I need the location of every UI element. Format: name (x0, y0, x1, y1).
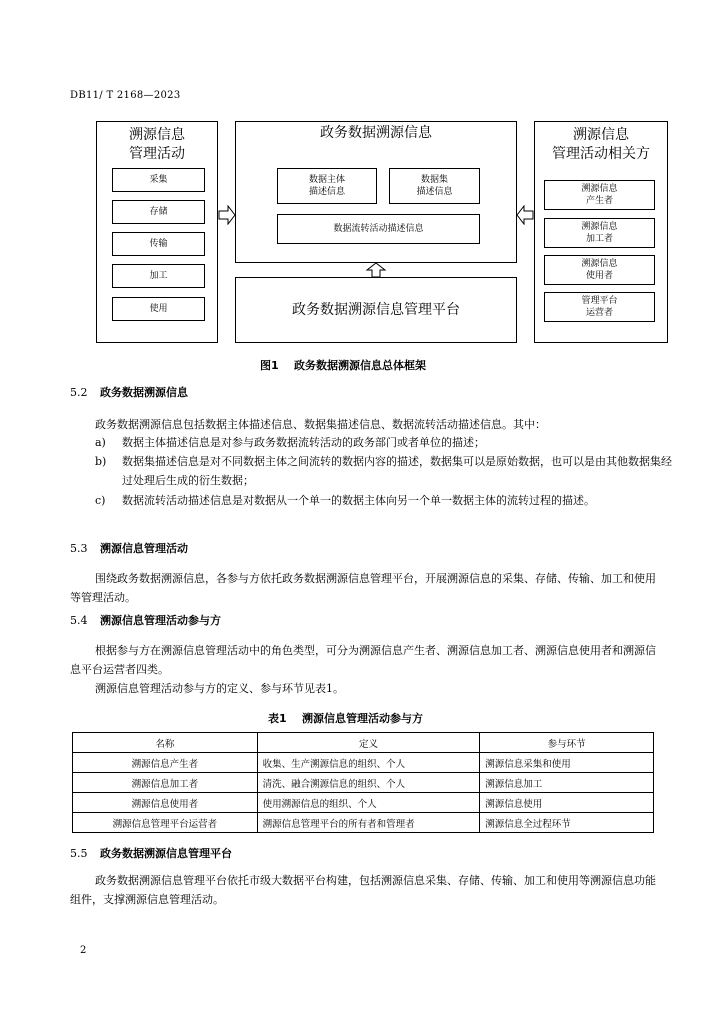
table-cell: 溯源信息加工者 (73, 773, 258, 793)
right-item: 溯源信息 产生者 (544, 180, 655, 210)
section-title: 溯源信息管理活动 (100, 542, 188, 555)
section-title: 溯源信息管理活动参与方 (100, 614, 221, 627)
list-item (95, 491, 675, 529)
list-label: b) (95, 455, 107, 468)
center-panel-title: 政务数据溯源信息 (320, 125, 432, 141)
table-header: 定义 (257, 733, 480, 753)
table-cell: 溯源信息使用 (480, 793, 654, 813)
list-label: a) (95, 436, 106, 449)
list-text: 数据流转活动描述信息是对数据从一个单一的数据主体向另一个单一数据主体的流转过程的描述。 (122, 494, 595, 507)
table-cell: 溯源信息加工 (480, 773, 654, 793)
table-cell: 溯源信息采集和使用 (480, 753, 654, 773)
arrow-right-icon (218, 205, 236, 225)
list-item (95, 452, 675, 490)
list-label: c) (95, 494, 106, 507)
paragraph: 围绕政务数据溯源信息，各参与方依托政务数据溯源信息管理平台，开展溯源信息的采集、存储、传输、加工和使用等管理活动。 (70, 572, 656, 604)
section-title: 政务数据溯源信息管理平台 (100, 847, 232, 860)
table-row (73, 753, 654, 773)
section-heading (70, 540, 188, 556)
table-row (73, 773, 654, 793)
center-item: 数据主体 描述信息 (277, 168, 377, 204)
table-cell: 使用溯源信息的组织、个人 (257, 793, 480, 813)
table-cell: 溯源信息使用者 (73, 793, 258, 813)
paragraph: 政务数据溯源信息包括数据主体描述信息、数据集描述信息、数据流转活动描述信息。其中： (95, 418, 546, 431)
right-item: 溯源信息 使用者 (544, 255, 655, 285)
section-title: 政务数据溯源信息 (100, 386, 188, 399)
section-heading (70, 845, 232, 861)
table-cell: 收集、生产溯源信息的组织、个人 (257, 753, 480, 773)
table-header: 参与环节 (480, 733, 654, 753)
center-wide-item: 数据流转活动描述信息 (277, 214, 480, 244)
section-number: 5.4 (70, 614, 88, 627)
paragraph: 政务数据溯源信息管理平台依托市级大数据平台构建，包括溯源信息采集、存储、传输、加工和使用等溯源信息功能组件，支撑溯源信息管理活动。 (70, 874, 656, 906)
left-item: 加工 (112, 264, 205, 288)
left-panel-title: 溯源信息 管理活动 (129, 127, 185, 162)
left-item: 采集 (112, 168, 205, 192)
table-cell: 清洗、融合溯源信息的组织、个人 (257, 773, 480, 793)
platform-label: 政务数据溯源信息管理平台 (292, 302, 460, 318)
section-number: 5.3 (70, 542, 88, 555)
table-row (73, 793, 654, 813)
section-number: 5.2 (70, 386, 88, 399)
participants-table (72, 732, 654, 833)
table-cell: 溯源信息管理平台的所有者和管理者 (257, 813, 480, 833)
list-text: 数据集描述信息是对不同数据主体之间流转的数据内容的描述，数据集可以是原始数据，也可以是由其他数据集经过处理后生成的衍生数据； (122, 455, 672, 487)
center-item: 数据集 描述信息 (389, 168, 480, 204)
arrow-left-icon (516, 205, 534, 225)
page-number: 2 (80, 945, 87, 956)
paragraph: 根据参与方在溯源信息管理活动中的角色类型，可分为溯源信息产生者、溯源信息加工者、溯源信息使用者和溯源信息平台运营者四类。 (70, 644, 656, 676)
table-header-row (73, 733, 654, 753)
figure-caption: 图1 政务数据溯源信息总体框架 (260, 359, 426, 372)
section-heading (70, 384, 188, 400)
table-caption: 表1 溯源信息管理活动参与方 (268, 712, 423, 725)
left-item: 传输 (112, 232, 205, 256)
right-item: 管理平台 运营者 (544, 292, 655, 322)
table-row (73, 813, 654, 833)
right-item: 溯源信息 加工者 (544, 218, 655, 248)
section-heading (70, 612, 221, 628)
paragraph: 溯源信息管理活动参与方的定义、参与环节见表1。 (95, 682, 344, 695)
arrow-up-icon (366, 262, 386, 278)
section-number: 5.5 (70, 847, 88, 860)
list-text: 数据主体描述信息是对参与政务数据流转活动的政务部门或者单位的描述； (122, 436, 485, 449)
document-number: DB11/ T 2168—2023 (70, 90, 181, 101)
table-cell: 溯源信息管理平台运营者 (73, 813, 258, 833)
list-item (95, 433, 675, 452)
table-cell: 溯源信息产生者 (73, 753, 258, 773)
table-header: 名称 (73, 733, 258, 753)
left-item: 存储 (112, 200, 205, 224)
left-item: 使用 (112, 297, 205, 321)
table-cell: 溯源信息全过程环节 (480, 813, 654, 833)
right-panel-title: 溯源信息 管理活动相关方 (552, 127, 650, 162)
